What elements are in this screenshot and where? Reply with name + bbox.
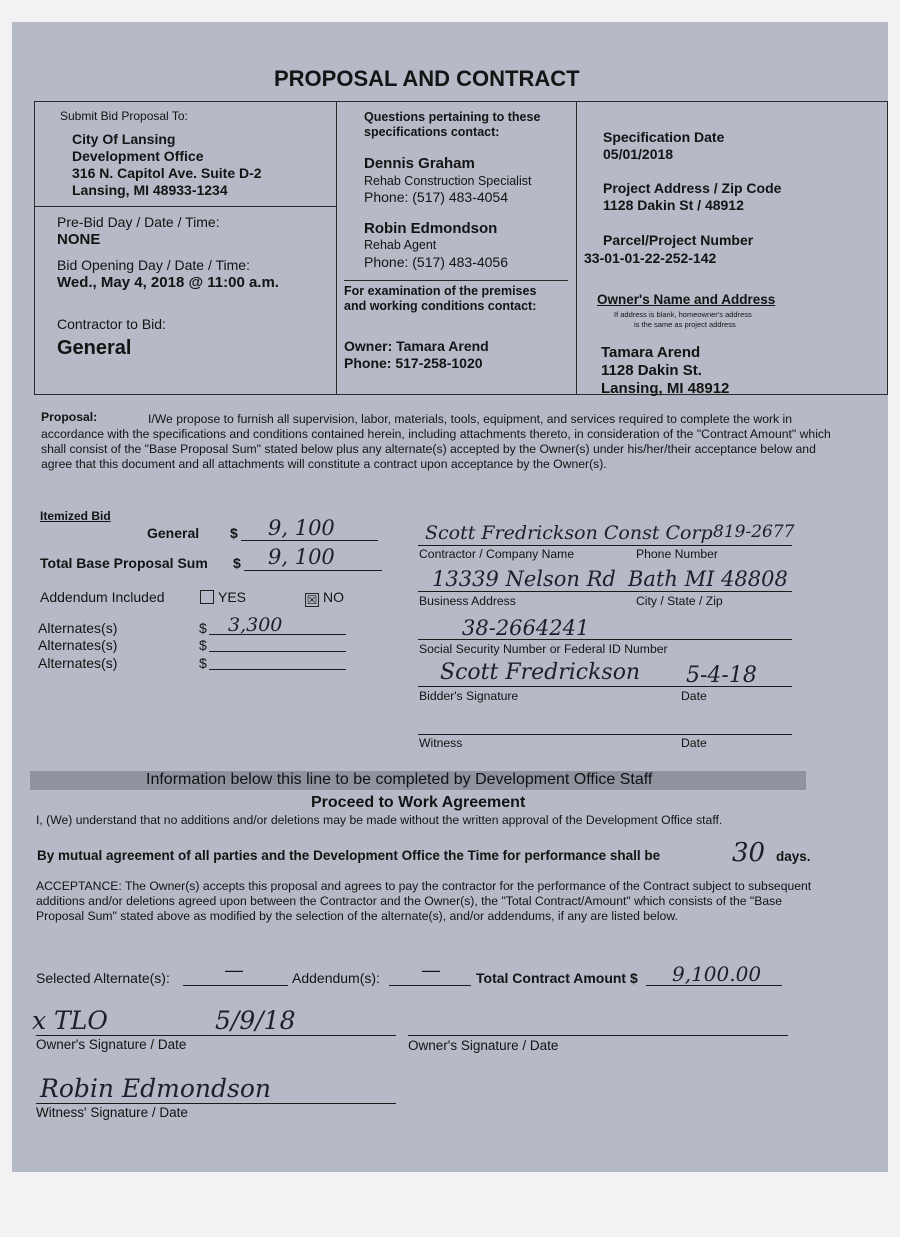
owner-signature[interactable]: x TLO bbox=[32, 1006, 108, 1035]
owner-label: Owner's Name and Address bbox=[597, 292, 776, 307]
questions-label-2: specifications contact: bbox=[364, 125, 500, 139]
witness-label: Witness bbox=[419, 736, 463, 750]
owner2-signature-label: Owner's Signature / Date bbox=[408, 1038, 559, 1053]
contact1-phone: Phone: (517) 483-4054 bbox=[364, 189, 508, 205]
itemized-bid-label: Itemized Bid bbox=[40, 509, 111, 523]
addendum-yes-option[interactable]: YES bbox=[200, 589, 246, 605]
alternate-label-1: Alternates(s) bbox=[38, 620, 118, 636]
witness-signature[interactable]: Robin Edmondson bbox=[40, 1074, 272, 1103]
project-address: 1128 Dakin St / 48912 bbox=[603, 197, 744, 213]
exam-owner: Owner: Tamara Arend bbox=[344, 338, 489, 354]
prebid-value: NONE bbox=[57, 231, 101, 248]
total-base-label: Total Base Proposal Sum bbox=[40, 555, 208, 571]
company-name-value[interactable]: Scott Fredrickson Const Corp bbox=[425, 522, 713, 544]
exam-label-2: and working conditions contact: bbox=[344, 299, 537, 313]
witness-date-label: Date bbox=[681, 736, 707, 750]
addendums-value[interactable]: — bbox=[422, 960, 440, 980]
project-address-label: Project Address / Zip Code bbox=[603, 180, 782, 196]
total-base-value[interactable]: 9, 100 bbox=[268, 545, 335, 569]
phone-value[interactable]: 819-2677 bbox=[713, 522, 795, 542]
bidder-sign-date[interactable]: 5-4-18 bbox=[686, 663, 757, 688]
alternate-label-3: Alternates(s) bbox=[38, 655, 118, 671]
owner-note-1: If address is blank, homeowner's address bbox=[614, 310, 752, 319]
contact1-name: Dennis Graham bbox=[364, 155, 475, 172]
proposal-label: Proposal: bbox=[41, 410, 98, 424]
federal-id-label: Social Security Number or Federal ID Number bbox=[419, 642, 668, 656]
owner-name: Tamara Arend bbox=[601, 344, 701, 361]
bidder-signature-label: Bidder's Signature bbox=[419, 689, 519, 703]
submit-label: Submit Bid Proposal To: bbox=[60, 109, 188, 123]
exam-label-1: For examination of the premises bbox=[344, 284, 537, 298]
parcel-label: Parcel/Project Number bbox=[603, 232, 754, 248]
submit-line4: Lansing, MI 48933-1234 bbox=[72, 182, 228, 198]
company-name-label: Contractor / Company Name bbox=[419, 547, 575, 561]
addendum-included-label: Addendum Included bbox=[40, 589, 165, 605]
contact1-role: Rehab Construction Specialist bbox=[364, 174, 532, 188]
phone-label: Phone Number bbox=[636, 547, 718, 561]
addendum-no-option[interactable]: ☒ NO bbox=[306, 589, 344, 607]
total-contract-label: Total Contract Amount $ bbox=[476, 970, 638, 986]
mutual-agreement-text: By mutual agreement of all parties and the Development Office the Time for performance shall be bbox=[37, 848, 661, 863]
opening-label: Bid Opening Day / Date / Time: bbox=[57, 257, 250, 273]
acceptance-text: ACCEPTANCE: The Owner(s) accepts this proposal and agrees to pay the contractor for the performance of the Contract subject to subsequent additions and/or deletions agreed upon between the Contractor and the Owner(s), the "Total Contract/Amount" which consists of the "Base Proposal Sum" stated above as modified by the selection of the alternate(s), and/or addendums, if any are listed below. bbox=[36, 879, 812, 923]
city-state-zip-value[interactable]: Bath MI 48808 bbox=[628, 567, 788, 591]
selected-alternate-value[interactable]: — bbox=[225, 960, 243, 980]
understand-text: I, (We) understand that no additions and/or deletions may be made without the written approval of the Development Office staff. bbox=[36, 813, 723, 827]
submit-line2: Development Office bbox=[72, 148, 204, 164]
proposal-text: I/We propose to furnish all supervision, labor, materials, tools, equipment, and services required to complete the work in accordance with the specifications and conditions contained herein, including attachments thereto, in consideration of the "Contract Amount" which shall consist of the "Base Proposal Sum" stated below plus any alternate(s) accepted by the Owner(s) under his/her/their acceptance below and agree that this document and all attachments will constitute a contract upon acceptance by the Owner(s). bbox=[41, 412, 831, 471]
owner-note-2: is the same as project address bbox=[634, 320, 736, 329]
page-title: PROPOSAL AND CONTRACT bbox=[274, 66, 580, 91]
submit-line3: 316 N. Capitol Ave. Suite D-2 bbox=[72, 165, 262, 181]
federal-id-value[interactable]: 38-2664241 bbox=[462, 616, 590, 640]
contact2-role: Rehab Agent bbox=[364, 238, 437, 252]
contractor-to-bid-value: General bbox=[57, 337, 132, 359]
general-value[interactable]: 9, 100 bbox=[268, 516, 335, 540]
office-banner-text: Information below this line to be completed by Development Office Staff bbox=[146, 771, 653, 788]
bidder-date-label: Date bbox=[681, 689, 707, 703]
exam-phone: Phone: 517-258-1020 bbox=[344, 355, 483, 371]
days-value[interactable]: 30 bbox=[732, 838, 766, 868]
contractor-to-bid-label: Contractor to Bid: bbox=[57, 316, 166, 332]
total-contract-value[interactable]: 9,100.00 bbox=[672, 962, 762, 986]
contact2-name: Robin Edmondson bbox=[364, 220, 498, 237]
addendums-label: Addendum(s): bbox=[292, 970, 380, 986]
business-address-value[interactable]: 13339 Nelson Rd bbox=[432, 567, 616, 591]
spec-date-label: Specification Date bbox=[603, 129, 725, 145]
business-address-label: Business Address bbox=[419, 594, 516, 608]
witness-signature-label: Witness' Signature / Date bbox=[36, 1105, 188, 1120]
prebid-label: Pre-Bid Day / Date / Time: bbox=[57, 214, 220, 230]
yes-checkbox[interactable] bbox=[200, 590, 214, 604]
owner-street: 1128 Dakin St. bbox=[601, 362, 702, 379]
general-label: General bbox=[147, 525, 200, 541]
alternate-value-1[interactable]: 3,300 bbox=[228, 614, 283, 636]
owner-signature-label: Owner's Signature / Date bbox=[36, 1037, 187, 1052]
owner-sign-date[interactable]: 5/9/18 bbox=[215, 1006, 296, 1035]
contact2-phone: Phone: (517) 483-4056 bbox=[364, 254, 508, 270]
parcel-number: 33-01-01-22-252-142 bbox=[584, 250, 717, 266]
alternate-label-2: Alternates(s) bbox=[38, 637, 118, 653]
bidder-signature[interactable]: Scott Fredrickson bbox=[440, 660, 641, 685]
spec-date: 05/01/2018 bbox=[603, 146, 674, 162]
opening-value: Wed., May 4, 2018 @ 11:00 a.m. bbox=[57, 274, 279, 291]
no-checkbox[interactable]: ☒ bbox=[306, 593, 318, 607]
days-label: days. bbox=[776, 849, 811, 864]
questions-label-1: Questions pertaining to these bbox=[364, 110, 541, 124]
selected-alternate-label: Selected Alternate(s): bbox=[36, 970, 170, 986]
owner-city: Lansing, MI 48912 bbox=[601, 380, 730, 397]
proceed-heading: Proceed to Work Agreement bbox=[311, 794, 526, 811]
city-state-zip-label: City / State / Zip bbox=[636, 594, 723, 608]
submit-line1: City Of Lansing bbox=[72, 131, 176, 147]
